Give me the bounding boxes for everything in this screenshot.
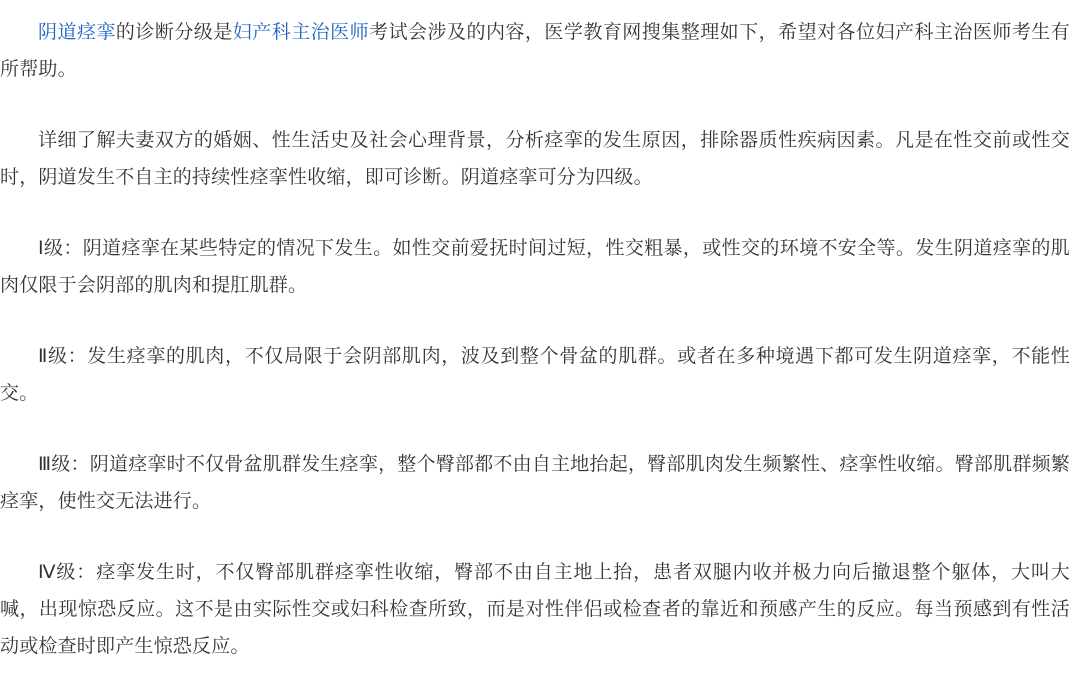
paragraph-grade-3: Ⅲ级：阴道痉挛时不仅骨盆肌群发生痉挛，整个臀部都不由自主地抬起，臀部肌肉发生频繁性、痉挛性收缩。臀部肌群频繁痉挛，使性交无法进行。 [0,453,1070,512]
paragraph-grade-2: Ⅱ级：发生痉挛的肌肉，不仅局限于会阴部肌肉，波及到整个骨盆的肌群。或者在多种境遇下都可发生阴道痉挛，不能性交。 [0,345,1070,404]
intro-text-1: 的诊断分级是 [115,21,233,43]
link-vaginismus[interactable]: 阴道痉挛 [38,21,116,43]
paragraph-diagnosis: 详细了解夫妻双方的婚姻、性生活史及社会心理背景，分析痉挛的发生原因，排除器质性疾病因素。凡是在性交前或性交时，阴道发生不自主的持续性痉挛性收缩，即可诊断。阴道痉挛可分为四级。 [0,129,1070,188]
paragraph-grade-4: Ⅳ级：痉挛发生时，不仅臀部肌群痉挛性收缩，臀部不由自主地上抬，患者双腿内收并极力向后撤退整个躯体，大叫大喊，出现惊恐反应。这不是由实际性交或妇科检查所致，而是对性伴侣或检查者的靠近和预感产生的反应。每当预感到有性活动或检查时即产生惊恐反应。 [0,561,1070,657]
link-obgyn-attending[interactable]: 妇产科主治医师 [232,21,370,43]
intro-paragraph [0,14,1070,88]
paragraph-grade-1: Ⅰ级：阴道痉挛在某些特定的情况下发生。如性交前爱抚时间过短，性交粗暴，或性交的环境不安全等。发生阴道痉挛的肌肉仅限于会阴部的肌肉和提肛肌群。 [0,237,1070,296]
intro-text-2: 考试会涉及的内容，医学教育网搜集整理如下，希望对各位妇产科主治医师考生有所帮助。 [0,21,1070,80]
